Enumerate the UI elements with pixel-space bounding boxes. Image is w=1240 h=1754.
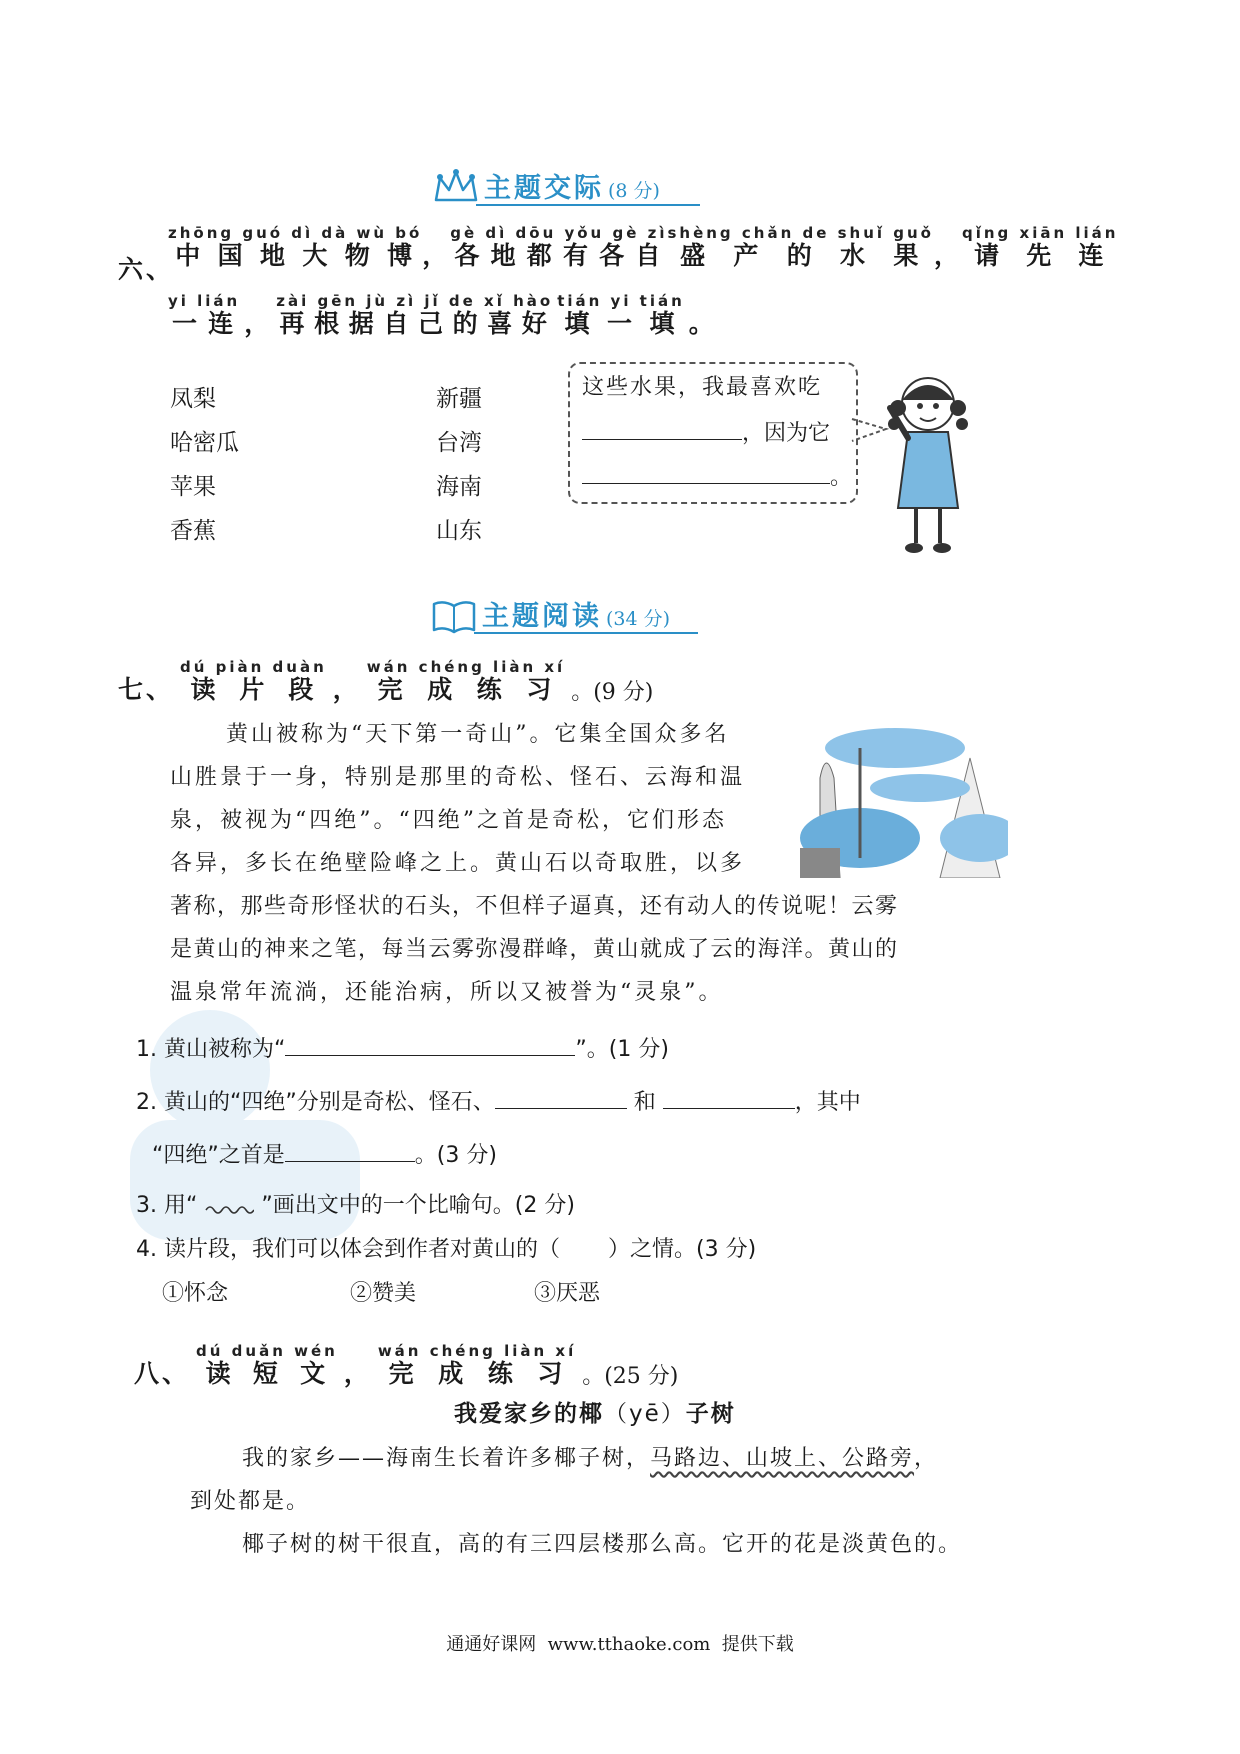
- communication-banner: [432, 162, 700, 208]
- q7-sub4: 4. 读片段，我们可以体会到作者对黄山的（ ）之情。(3 分): [136, 1237, 757, 1262]
- q6-line2: 一连yi lián ， 再根据自己的喜好zài gēn jù zì jǐ de xǐ hào 填一填tián yi tián 。: [168, 292, 717, 338]
- q8-heading: 八、 读短文dú duǎn wén ， 完成练习wán chéng liàn xí 。(25 分): [134, 1342, 679, 1389]
- q7-sub3: 3. 用“ ”画出文中的一个比喻句。(2 分): [136, 1193, 575, 1218]
- place-item[interactable]: 台湾: [436, 430, 482, 456]
- q7-option[interactable]: ②赞美: [350, 1281, 417, 1306]
- passage-line: 温泉常年流淌，还能治病，所以又被誉为“灵泉”。: [170, 980, 724, 1005]
- passage-line: 泉，被视为“四绝”。“四绝”之首是奇松，它们形态: [170, 808, 727, 833]
- article-p1: 我的家乡——海南生长着许多椰子树，马路边、山坡上、公路旁，: [242, 1446, 939, 1471]
- q7-sub2: 2. 黄山的“四绝”分别是奇松、怪石、 和 ，其中: [136, 1085, 861, 1116]
- banner-underline: [476, 204, 700, 206]
- place-item[interactable]: 山东: [436, 518, 482, 544]
- girl-illustration: [878, 368, 978, 558]
- footer-text: 通通好课网 www.tthaoke.com 提供下载: [446, 1634, 794, 1655]
- reading-score: (34 分): [606, 608, 671, 630]
- q7-heading: 七、 读片段dú piàn duàn ， 完成练习wán chéng liàn xí 。(9 分): [118, 658, 654, 705]
- fruit-item[interactable]: 凤梨: [170, 386, 216, 412]
- answer-blank[interactable]: [582, 461, 830, 484]
- q6-number: 六、: [118, 255, 175, 284]
- answer-blank[interactable]: [663, 1086, 795, 1109]
- reading-title: 主题阅读: [482, 601, 602, 632]
- fruit-item[interactable]: 哈密瓜: [170, 430, 239, 456]
- communication-title: 主题交际: [484, 173, 604, 204]
- q6-line1: 中国地大物博zhōng guó dì dà wù bó ， 各地都有各自gè dì dōu yǒu gè zì 盛产的水果shèng chǎn de shuǐ guǒ ， 请先连qǐng xiān lián: [168, 224, 1119, 270]
- ruby-seg: 中国地大物博zhōng guó dì dà wù bó: [168, 224, 423, 270]
- crown-icon: [432, 168, 480, 206]
- article-title: 我爱家乡的椰（yē）子树: [454, 1401, 736, 1427]
- q7-sub1: 1. 黄山被称为“ ”。(1 分): [136, 1032, 669, 1063]
- answer-blank[interactable]: [285, 1033, 575, 1056]
- place-item[interactable]: 新疆: [436, 386, 482, 412]
- communication-score: (8 分): [608, 180, 660, 202]
- passage-line: 黄山被称为“天下第一奇山”。它集全国众多名: [226, 722, 730, 747]
- huangshan-illustration: [800, 718, 1008, 878]
- answer-blank[interactable]: [495, 1086, 627, 1109]
- q7-option[interactable]: ③厌恶: [534, 1281, 601, 1306]
- speech-line1: 这些水果，我最喜欢吃: [582, 375, 823, 400]
- reading-banner: [430, 590, 698, 636]
- passage-line: 是黄山的神来之笔，每当云雾弥漫群峰，黄山就成了云的海洋。黄山的: [170, 937, 899, 962]
- wavy-underlined-text: 马路边、山坡上、公路旁: [650, 1446, 915, 1471]
- open-book-icon: [430, 598, 478, 634]
- banner-underline: [474, 632, 698, 634]
- passage-line: 著称，那些奇形怪状的石头，不但样子逼真，还有动人的传说呢！云雾: [170, 894, 899, 919]
- passage-line: 各异，多长在绝壁险峰之上。黄山石以奇取胜，以多: [170, 851, 746, 876]
- article-p1-line2: 到处都是。: [190, 1489, 311, 1514]
- passage-line: 山胜景于一身，特别是那里的奇松、怪石、云海和温: [170, 765, 746, 790]
- fruit-item[interactable]: 苹果: [170, 474, 216, 500]
- article-p2: 椰子树的树干很直，高的有三四层楼那么高。它开的花是淡黄色的。: [242, 1532, 963, 1557]
- q7-sub2-cont: “四绝”之首是 。(3 分): [152, 1138, 497, 1169]
- place-item[interactable]: 海南: [436, 474, 482, 500]
- answer-blank[interactable]: [582, 417, 742, 440]
- speech-bubble: 这些水果，我最喜欢吃 ，因为它 。: [568, 362, 858, 504]
- wavy-line-icon: [204, 1202, 254, 1216]
- fruit-item[interactable]: 香蕉: [170, 518, 216, 544]
- q7-option[interactable]: ①怀念: [162, 1281, 229, 1306]
- answer-blank[interactable]: [285, 1139, 415, 1162]
